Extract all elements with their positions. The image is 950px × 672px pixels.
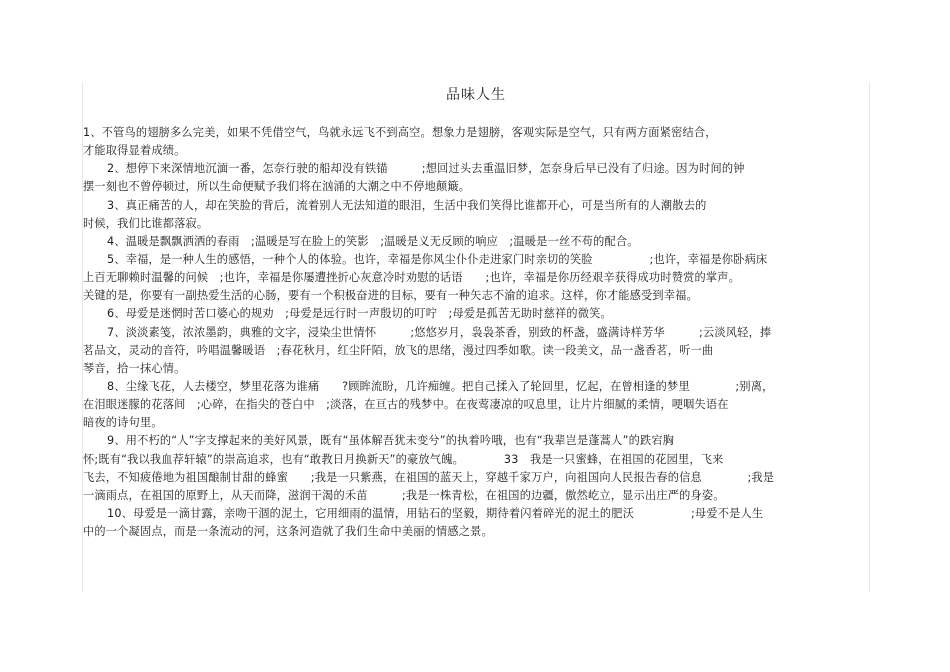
text-line: 茗品文，灵动的音符，吟唱温馨暖语 ;春花秋月，红尘阡陌，放飞的思绪，漫过四季如歌。读一段美文，品一盏香茗，听一曲 (83, 343, 714, 357)
text-line: 上百无聊赖时温馨的问候 ;也许，幸福是你屡遭挫折心灰意冷时劝慰的话语 ;也许，幸福是你历经艰辛获得成功时赞赏的掌声。 (83, 271, 741, 285)
document-title: 品味人生 (446, 87, 506, 103)
text-line: 飞去，不知疲倦地为祖国酿制甘甜的蜂蜜 ;我是一只紫燕，在祖国的蓝天上，穿越千家万户，向祖国向人民报告春的信息 ;我是 (83, 470, 775, 484)
text-line: 6、母爱是迷惘时苦口婆心的规劝 ;母爱是远行时一声殷切的叮咛 ;母爱是孤苦无助时慈祥的微笑。 (107, 307, 612, 321)
text-line: 关键的是，你要有一副热爱生活的心肠，要有一个积极奋进的目标，要有一种矢志不渝的追求。这样，你才能感受到幸福。 (83, 289, 698, 303)
text-line: 在泪眼迷朦的花落间 ;心碎，在指尖的苍白中 ;淡落，在亘古的残梦中。在夜莺凄凉的叹息里，让片片细腻的柔情，哽咽失语在 (83, 398, 729, 412)
text-line: 暗夜的诗句里。 (83, 416, 163, 430)
text-line: 9、用不朽的“人”字支撑起来的美好风景，既有“虽体解吾犹未变兮”的执着吟哦，也有“我辈岂是蓬蒿人”的跌宕胸 (107, 434, 675, 448)
text-line: 10、母爱是一滴甘露，亲吻干涸的泥土，它用细雨的温情，用钻石的坚毅，期待着闪着碎光的泥土的肥沃 ;母爱不是人生 (107, 506, 764, 520)
text-line: 4、温暖是飘飘洒洒的春雨 ;温暖是写在脸上的笑影 ;温暖是义无反顾的响应 ;温暖是一丝不苟的配合。 (107, 234, 639, 248)
text-line: 1、不管鸟的翅膀多么完美，如果不凭借空气，鸟就永远飞不到高空。想象力是翅膀，客观实际是空气，只有两方面紧密结合， (83, 126, 717, 139)
text-line: 一滴雨点，在祖国的原野上，从天而降，滋润干渴的禾苗 ;我是一株青松，在祖国的边疆，傲然屹立，显示出庄严的身姿。 (83, 488, 725, 502)
text-line: 怀;既有“我以我血荐轩辕”的崇高追求，也有“敢教日月换新天”的豪放气魄。 33 我是一只蜜蜂，在祖国的花园里，飞来 (83, 452, 724, 466)
text-line: 时候，我们比谁都落寂。 (83, 216, 209, 230)
text-line: 5、幸福，是一种人生的感悟，一种个人的体验。也许，幸福是你风尘仆仆走进家门时亲切的笑脸 ;也许，幸福是你卧病床 (107, 252, 768, 266)
text-line: 2、想停下来深情地沉湎一番，怎奈行驶的船却没有铁锚 ;想回过头去重温旧梦，怎奈身后早已没有了归途。因为时间的钟 (107, 162, 745, 176)
text-line: 才能取得显着成绩。 (83, 144, 186, 158)
text-line: 8、尘缘飞花，人去楼空，梦里花落为谁痛 ?顾眸流盼，几许痴缠。把自己揉入了轮回里，忆起，在曾相逢的梦里 ;别离， (107, 379, 774, 393)
document-page (82, 82, 870, 592)
text-line: 3、真正痛苦的人，却在笑脸的背后，流着别人无法知道的眼泪，生活中我们笑得比谁都开心，可是当所有的人潮散去的 (107, 198, 707, 212)
text-line: 琴音，拾一抹心情。 (83, 361, 186, 375)
text-line: 7、淡淡素笺，浓浓墨韵，典雅的文字，浸染尘世情怀 ;悠悠岁月，袅袅茶香，别致的杯盏，盛满诗样芳华 ;云淡风轻，捧 (107, 325, 772, 339)
text-line: 摆一刻也不曾停顿过，所以生命便赋予我们将在汹涌的大潮之中不停地颠簸。 (83, 180, 471, 194)
document-body (83, 124, 869, 541)
text-line: 中的一个凝固点，而是一条流动的河，这条河造就了我们生命中美丽的情感之景。 (83, 525, 493, 539)
